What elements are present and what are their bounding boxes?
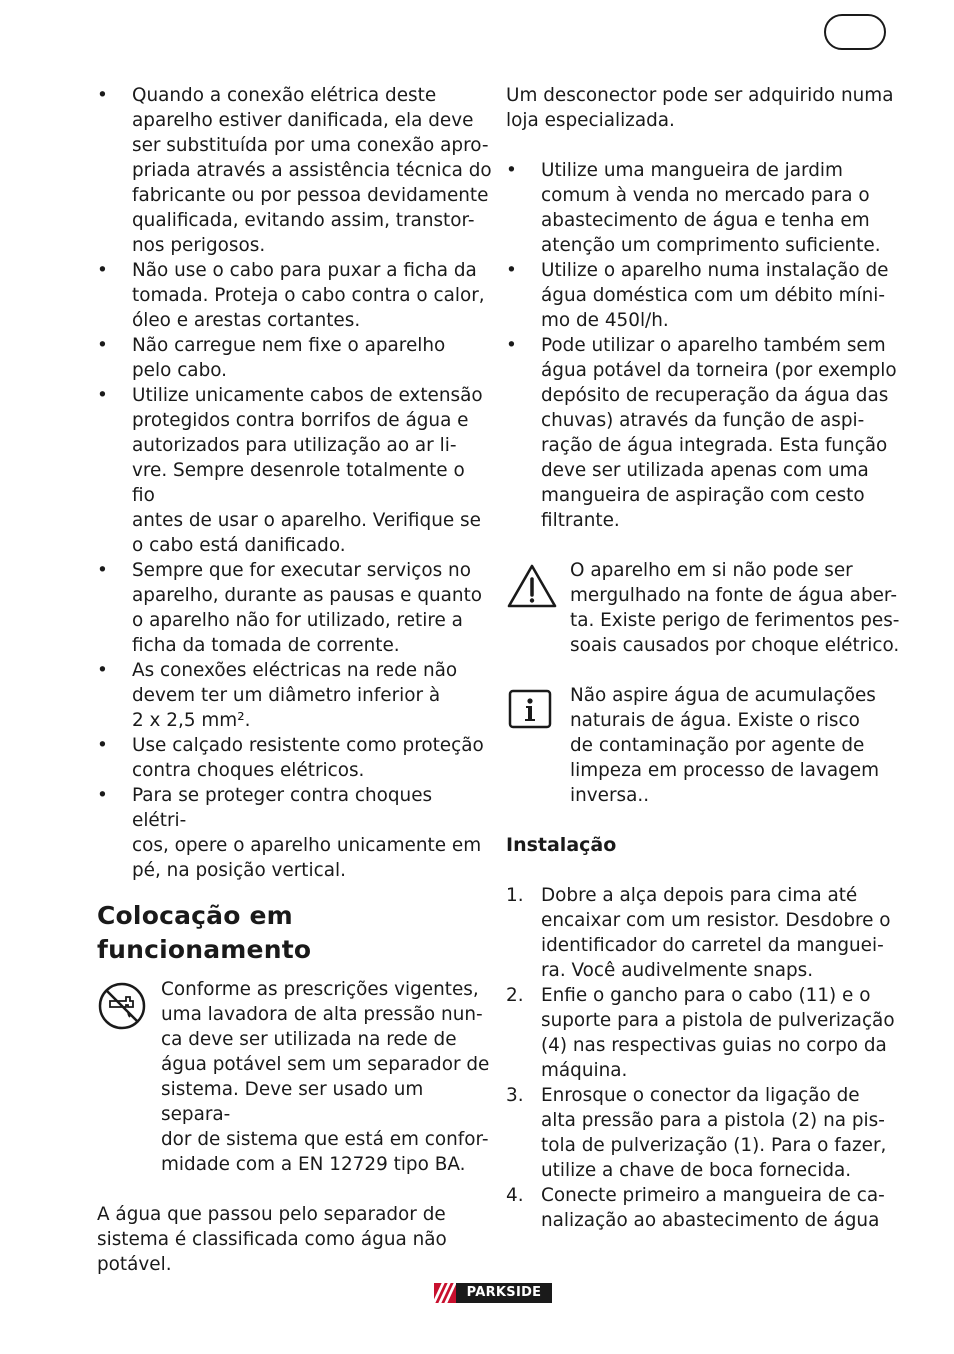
list-item-text: Utilize o aparelho numa instalação de água doméstica com um débito míni- mo de 450l/h. bbox=[541, 260, 889, 331]
right-column bbox=[506, 83, 901, 1233]
bullet-mark: • bbox=[97, 385, 108, 406]
list-item bbox=[97, 383, 492, 558]
step-number: 2. bbox=[506, 985, 524, 1006]
list-item bbox=[97, 733, 492, 783]
step-text: Enfie o gancho para o cabo (11) e o suporte para a pistola de pulverização (4) nas respectivas guias no corpo da máquina. bbox=[541, 985, 895, 1081]
list-item-text: Não carregue nem fixe o aparelho pelo cabo. bbox=[132, 335, 446, 381]
intro-paragraph: Um desconector pode ser adquirido numa loja especializada. bbox=[506, 85, 894, 131]
logo-stripes bbox=[434, 1283, 456, 1303]
list-item-text: Use calçado resistente como proteção contra choques elétricos. bbox=[132, 735, 484, 781]
safety-bullet-list bbox=[97, 83, 492, 883]
parkside-logo bbox=[434, 1283, 552, 1303]
bullet-mark: • bbox=[506, 335, 517, 356]
list-item-text: Utilize unicamente cabos de extensão protegidos contra borrifos de água e autorizados para utilização ao ar li- vre. Sempre desenrole totalmente o fio antes de usar o aparelho. Verifique se o cabo está danificado. bbox=[132, 385, 483, 556]
logo-wordmark: PARKSIDE bbox=[456, 1283, 552, 1303]
installation-heading: Instalação bbox=[506, 834, 617, 856]
list-item-text: Sempre que for executar serviços no aparelho, durante as pausas e quanto o aparelho não for utilizado, retire a ficha da tomada de corrente. bbox=[132, 560, 483, 656]
warning-text: O aparelho em si não pode ser mergulhado na fonte de água aber- ta. Existe perigo de ferimentos pes- soais causados por choque elétrico. bbox=[570, 560, 900, 656]
step-text: Enrosque o conector da ligação de alta pressão para a pistola (2) na pis- tola de pulverização (1). Para o fazer, utilize a chave de boca fornecida. bbox=[541, 1085, 887, 1181]
list-item bbox=[506, 258, 901, 333]
list-item-text: Utilize uma mangueira de jardim comum à venda no mercado para o abastecimento de água e tenha em atenção um comprimento suficiente. bbox=[541, 160, 881, 256]
paragraph: A água que passou pelo separador de sistema é classificada como água não potável. bbox=[97, 1204, 447, 1275]
list-item bbox=[506, 883, 901, 983]
bullet-mark: • bbox=[506, 260, 517, 281]
bullet-mark: • bbox=[97, 735, 108, 756]
bullet-mark: • bbox=[97, 260, 108, 281]
list-item bbox=[97, 558, 492, 658]
list-item-text: As conexões eléctricas na rede não devem ter um diâmetro inferior à 2 x 2,5 mm². bbox=[132, 660, 458, 731]
bullet-mark: • bbox=[97, 660, 108, 681]
list-item-text: Pode utilizar o aparelho também sem água potável da torneira (por exemplo depósito de recuperação da água das chuvas) através da função de aspi- ração de água integrada. Esta função deve ser utilizada apenas com uma mangueira de aspiração com cesto filtrante. bbox=[541, 335, 897, 531]
installation-steps bbox=[506, 883, 901, 1233]
list-item bbox=[506, 1183, 901, 1233]
bullet-mark: • bbox=[97, 785, 108, 806]
bullet-mark: • bbox=[506, 160, 517, 181]
no-potable-water-notice bbox=[97, 977, 492, 1177]
list-item-text: Quando a conexão elétrica deste aparelho estiver danificada, ela deve ser substituída por uma conexão apro- priada através a assistência técnica do fabricante ou por pessoa devidamente qualificada, evitando assim, transtor- nos perigosos. bbox=[132, 85, 492, 256]
list-item bbox=[97, 333, 492, 383]
step-number: 4. bbox=[506, 1185, 524, 1206]
left-column bbox=[97, 83, 492, 1277]
bullet-mark: • bbox=[97, 335, 108, 356]
list-item bbox=[506, 983, 901, 1083]
step-text: Conecte primeiro a mangueira de ca- nalização ao abastecimento de água bbox=[541, 1185, 885, 1231]
list-item-text: Não use o cabo para puxar a ficha da tomada. Proteja o cabo contra o calor, óleo e arestas cortantes. bbox=[132, 260, 485, 331]
section-title: Colocação em funcionamento bbox=[97, 901, 312, 964]
step-text: Dobre a alça depois para cima até encaixar com um resistor. Desdobre o identificador do carretel da manguei- ra. Você audivelmente snaps. bbox=[541, 885, 891, 981]
info-icon bbox=[506, 687, 554, 738]
warning-triangle-icon bbox=[506, 562, 558, 617]
list-item bbox=[97, 783, 492, 883]
list-item bbox=[506, 158, 901, 258]
notice-text: Conforme as prescrições vigentes, uma lavadora de alta pressão nun- ca deve ser utilizada na rede de água potável sem um separador de sistema. Deve ser usado um separa- dor de sistema que está em confor- midade com a EN 12729 tipo BA. bbox=[161, 979, 490, 1175]
list-item bbox=[506, 333, 901, 533]
warning-notice bbox=[506, 558, 901, 658]
step-number: 3. bbox=[506, 1085, 524, 1106]
list-item-text: Para se proteger contra choques elétri- cos, opere o aparelho unicamente em pé, na posição vertical. bbox=[132, 785, 482, 881]
bullet-mark: • bbox=[97, 560, 108, 581]
list-item bbox=[97, 258, 492, 333]
bullet-mark: • bbox=[97, 85, 108, 106]
list-item bbox=[97, 83, 492, 258]
list-item bbox=[97, 658, 492, 733]
list-item bbox=[506, 1083, 901, 1183]
info-notice bbox=[506, 683, 901, 808]
info-text: Não aspire água de acumulações naturais de água. Existe o risco de contaminação por agente de limpeza em processo de lavagem inversa.. bbox=[570, 685, 880, 806]
water-bullet-list bbox=[506, 158, 901, 533]
no-tap-water-icon bbox=[97, 981, 147, 1038]
step-number: 1. bbox=[506, 885, 524, 906]
language-badge bbox=[824, 14, 886, 50]
